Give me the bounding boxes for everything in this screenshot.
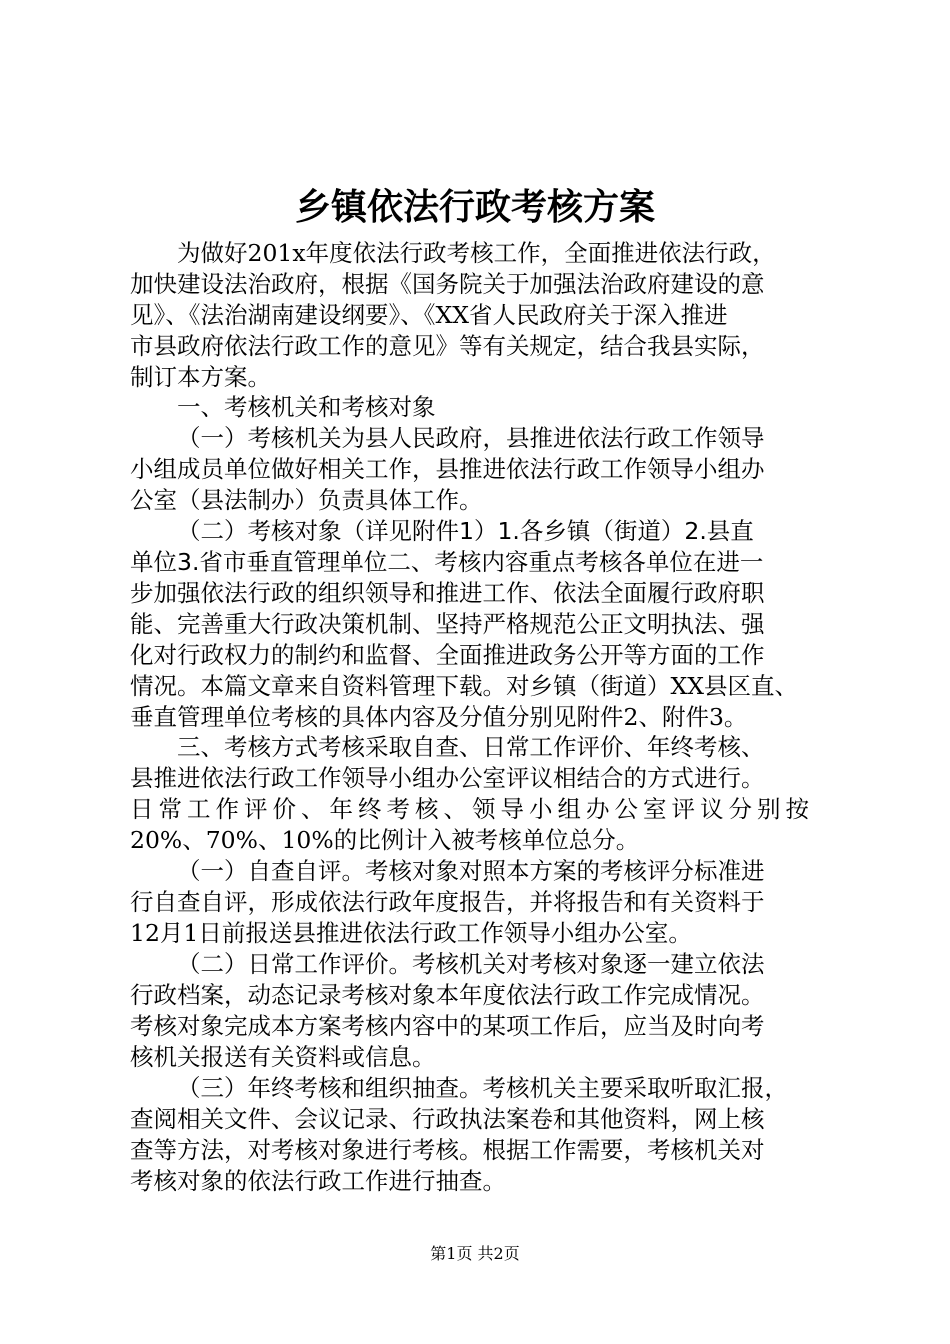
paragraph-line: 县推进依法行政工作领导小组办公室评议相结合的方式进行。	[130, 764, 765, 792]
paragraph-line: 核机关报送有关资料或信息。	[130, 1043, 436, 1071]
paragraph-line: 市县政府依法行政工作的意见》等有关规定，结合我县实际，	[130, 332, 765, 360]
paragraph-line: 能、完善重大行政决策机制、坚持严格规范公正文明执法、强	[130, 610, 765, 638]
line-text: 为做好201x年度依法行政考核工作，全面推进依法行政，	[177, 239, 776, 267]
page-number-footer: 第1页 共2页	[430, 1244, 520, 1263]
paragraph-line: 日常工作评价、年终考核、领导小组办公室评议分别按	[130, 795, 814, 823]
section-heading	[130, 391, 830, 423]
paragraph-line: 考核对象的依法行政工作进行抽查。	[130, 1167, 506, 1195]
paragraph-line: 化对行政权力的制约和监督、全面推进政务公开等方面的工作	[130, 641, 765, 669]
subheading-text: （一）自查自评。	[177, 857, 365, 885]
paragraph-line: 考核对象完成本方案考核内容中的某项工作后，应当及时向考	[130, 1012, 765, 1040]
line-text: 本篇文章来自资料管理下载。对乡镇（街道）XX县区直、	[200, 672, 798, 700]
paragraph-line: 行自查自评，形成依法行政年度报告，并将报告和有关资料于	[130, 888, 765, 916]
paragraph-line	[130, 422, 830, 454]
paragraph-line: 单位3.省市垂直管理单位二、考核内容重点考核各单位在进一	[130, 548, 764, 576]
line-text: （二）考核对象（详见附件1）1.各乡镇（街道）2.县直	[177, 517, 754, 545]
line-text: 情况。	[130, 672, 201, 700]
paragraph-line	[130, 515, 830, 547]
paragraph-line: 20%、70%、10%的比例计入被考核单位总分。	[130, 826, 640, 854]
heading-text: 一、考核机关和考核对象	[177, 393, 436, 421]
document-title: 乡镇依法行政考核方案	[294, 187, 655, 228]
paragraph-line: 加快建设法治政府，根据《国务院关于加强法治政府建设的意	[130, 270, 765, 298]
line-text: 考核机关主要采取听取汇报，	[482, 1074, 788, 1102]
paragraph-line: 公室（县法制办）负责具体工作。	[130, 486, 483, 514]
paragraph-line	[130, 948, 830, 980]
paragraph-line: 行政档案，动态记录考核对象本年度依法行政工作完成情况。	[130, 981, 765, 1009]
paragraph-line: 见》、《法治湖南建设纲要》、《XX省人民政府关于深入推进	[130, 301, 728, 329]
line-text: 考核对象对照本方案的考核评分标准进	[365, 857, 765, 885]
line-text: 三、考核方式考核采取自查、日常工作评价、年终考核、	[177, 733, 765, 761]
line-text: （一）考核机关为县人民政府，县推进依法行政工作领导	[177, 424, 765, 452]
subheading-text: （二）日常工作评价。	[177, 950, 412, 978]
paragraph-line: 小组成员单位做好相关工作，县推进依法行政工作领导小组办	[130, 455, 765, 483]
paragraph-line	[130, 1072, 830, 1104]
paragraph-line: 垂直管理单位考核的具体内容及分值分别见附件2、附件3。	[130, 703, 748, 731]
paragraph-line	[130, 855, 830, 887]
paragraph-line: 查等方法，对考核对象进行考核。根据工作需要，考核机关对	[130, 1136, 765, 1164]
subheading-text: （三）年终考核和组织抽查。	[177, 1074, 483, 1102]
paragraph-line	[130, 237, 830, 269]
paragraph-line	[130, 731, 830, 763]
paragraph-line: 步加强依法行政的组织领导和推进工作、依法全面履行政府职	[130, 579, 765, 607]
paragraph-line: 制订本方案。	[130, 363, 271, 391]
paragraph-line: 查阅相关文件、会议记录、行政执法案卷和其他资料，网上核	[130, 1105, 765, 1133]
paragraph-line: 12月1日前报送县推进依法行政工作领导小组办公室。	[130, 919, 692, 947]
paragraph-line	[130, 670, 830, 702]
line-text: 考核机关对考核对象逐一建立依法	[412, 950, 765, 978]
